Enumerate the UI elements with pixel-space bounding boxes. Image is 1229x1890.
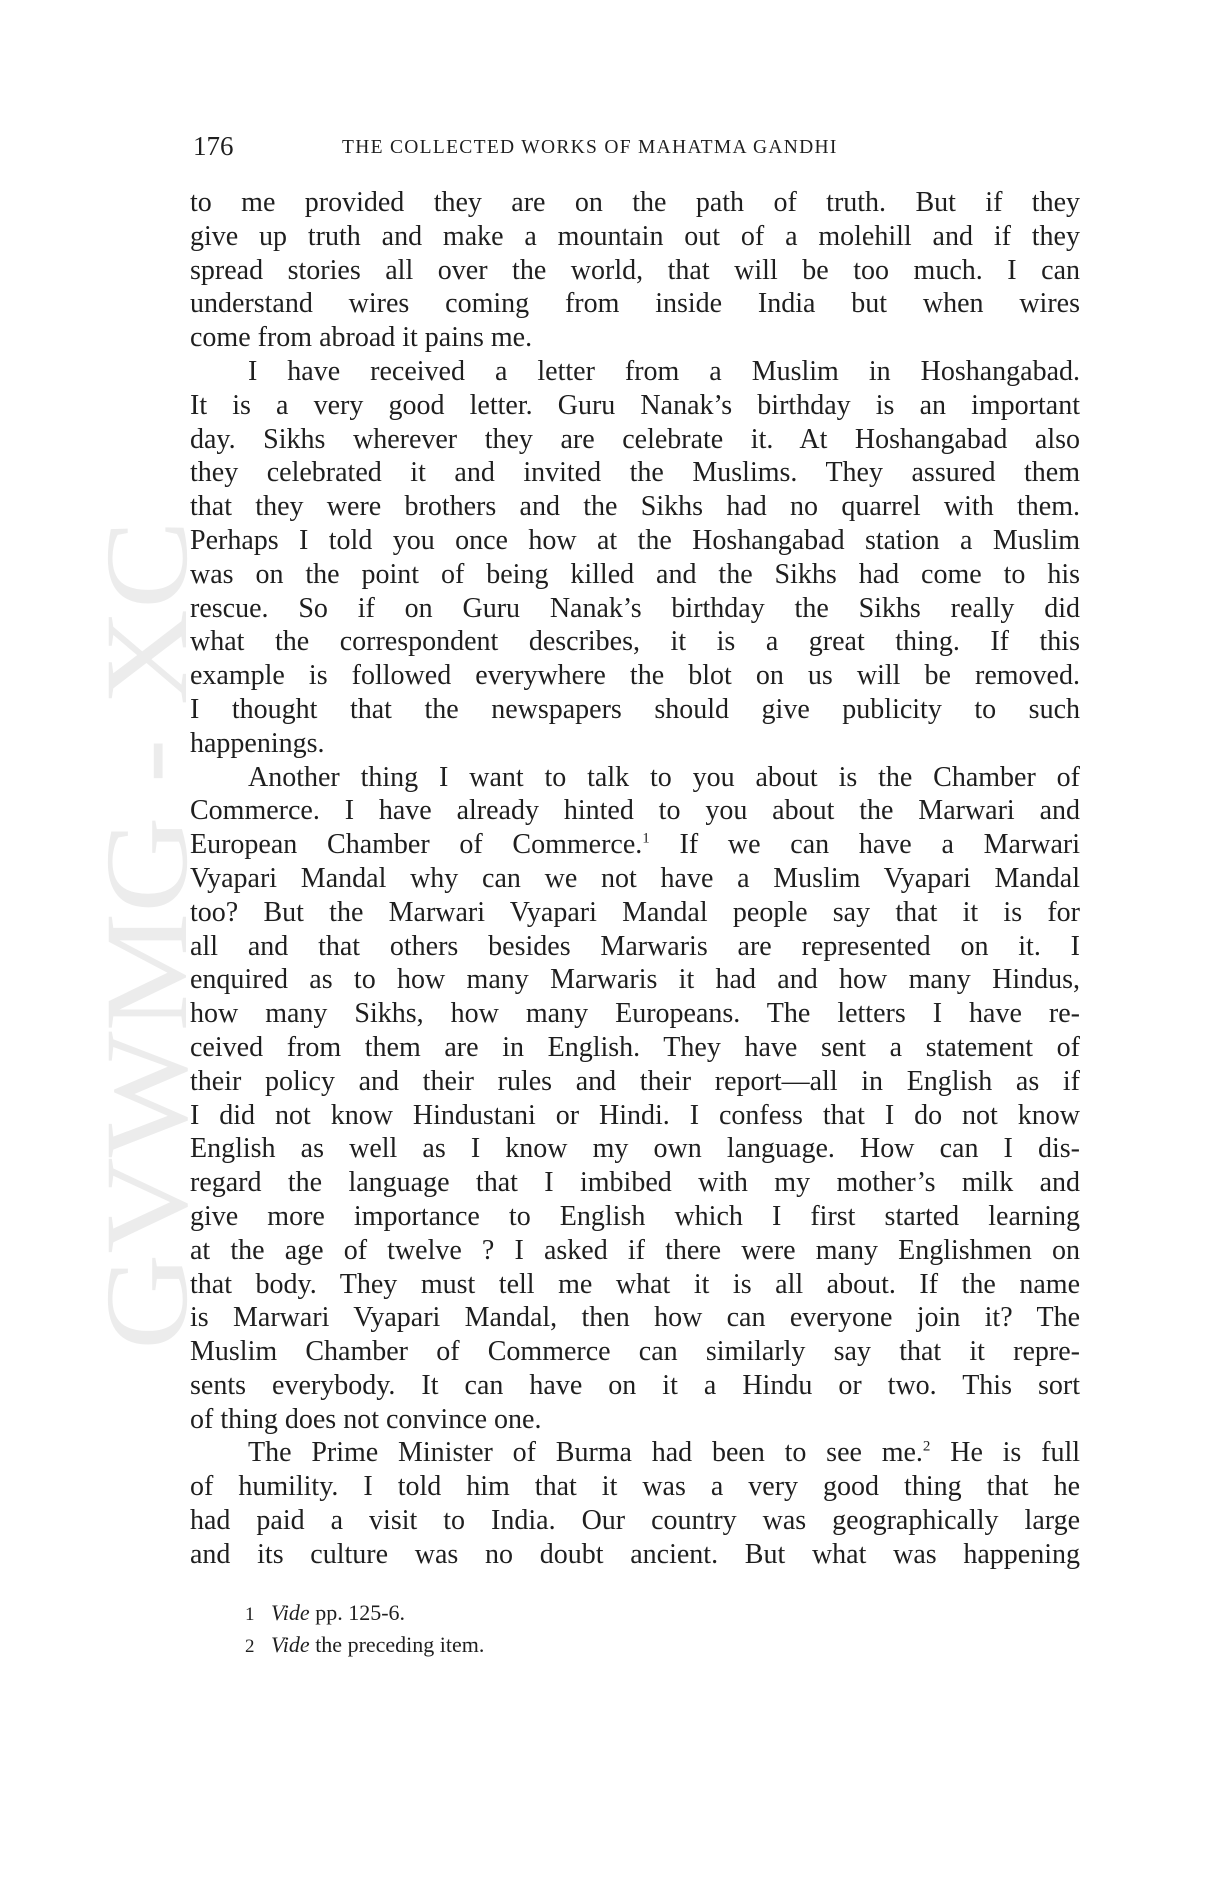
text-line: is Marwari Vyapari Mandal, then how can everyone join it? The bbox=[190, 1302, 1080, 1334]
footnote-number: 1 bbox=[245, 1603, 255, 1625]
text-line: that they were brothers and the Sikhs had no quarrel with them. bbox=[190, 491, 1080, 523]
text-line: what the correspondent describes, it is a great thing. If this bbox=[190, 626, 1080, 658]
text-line: too? But the Marwari Vyapari Mandal people say that it is for bbox=[190, 896, 1080, 928]
watermark-text: GVWMG - XC bbox=[81, 615, 212, 1350]
text-line: enquired as to how many Marwaris it had and how many Hindus, bbox=[190, 964, 1080, 996]
text-line: all and that others besides Marwaris are represented on it. I bbox=[190, 930, 1080, 962]
text-line: they celebrated it and invited the Muslims. They assured them bbox=[190, 457, 1080, 489]
text-line: and its culture was no doubt ancient. But what was happening bbox=[190, 1538, 1080, 1570]
text-segment: The Prime Minister of Burma had been to see me. bbox=[248, 1437, 923, 1469]
text-line: give up truth and make a mountain out of a molehill and if they bbox=[190, 220, 1080, 252]
footnote-vide: Vide bbox=[271, 1631, 310, 1657]
text-line: Another thing I want to talk to you about is the Chamber of bbox=[248, 761, 1080, 793]
text-line: sents everybody. It can have on it a Hindu or two. This sort bbox=[190, 1369, 1080, 1401]
text-line: I thought that the newspapers should give publicity to such bbox=[190, 693, 1080, 725]
text-line: example is followed everywhere the blot on us will be removed. bbox=[190, 660, 1080, 692]
footnotes bbox=[190, 1598, 1080, 1662]
book-title: THE COLLECTED WORKS OF MAHATMA GANDHI bbox=[342, 137, 838, 158]
footnote-number: 2 bbox=[245, 1635, 255, 1657]
text-line bbox=[190, 1436, 1080, 1470]
page-number: 176 bbox=[193, 131, 234, 161]
page bbox=[190, 128, 1080, 1662]
text-line: Vyapari Mandal why can we not have a Muslim Vyapari Mandal bbox=[190, 862, 1080, 894]
text-line: Muslim Chamber of Commerce can similarly say that it repre- bbox=[190, 1336, 1080, 1368]
text-line: of humility. I told him that it was a very good thing that he bbox=[190, 1471, 1080, 1503]
text-line: come from abroad it pains me. bbox=[190, 322, 533, 354]
body-text bbox=[190, 186, 1080, 1572]
footnote-2 bbox=[245, 1630, 1080, 1662]
footnote-text: pp. 125-6. bbox=[315, 1599, 406, 1625]
text-line: how many Sikhs, how many Europeans. The letters I have re- bbox=[190, 998, 1080, 1030]
text-line: rescue. So if on Guru Nanak’s birthday the Sikhs really did bbox=[190, 592, 1080, 624]
watermark bbox=[81, 520, 212, 1350]
text-segment: European Chamber of Commerce. bbox=[190, 829, 643, 861]
text-line: had paid a visit to India. Our country was geographically large bbox=[190, 1505, 1080, 1537]
footnote-ref-1: 1 bbox=[642, 830, 650, 847]
text-line: It is a very good letter. Guru Nanak’s birthday is an important bbox=[190, 389, 1080, 421]
text-line: regard the language that I imbibed with my mother’s milk and bbox=[190, 1167, 1080, 1199]
running-head bbox=[190, 128, 1080, 164]
text-line bbox=[190, 828, 1080, 862]
text-line: understand wires coming from inside India but when wires bbox=[190, 288, 1080, 320]
text-segment: He is full bbox=[950, 1437, 1080, 1469]
text-line: day. Sikhs wherever they are celebrate it. At Hoshangabad also bbox=[190, 423, 1080, 455]
footnote-ref-2: 2 bbox=[922, 1439, 931, 1456]
text-line: at the age of twelve ? I asked if there were many Englishmen on bbox=[190, 1234, 1080, 1266]
text-line: of thing does not convince one. bbox=[190, 1403, 542, 1435]
text-line: happenings. bbox=[190, 727, 325, 759]
footnote-text: the preceding item. bbox=[315, 1631, 485, 1657]
text-line: to me provided they are on the path of truth. But if they bbox=[190, 187, 1080, 218]
text-line: their policy and their rules and their report—all in English as if bbox=[190, 1065, 1080, 1097]
text-line: give more importance to English which I first started learning bbox=[190, 1200, 1080, 1232]
footnote-1 bbox=[245, 1598, 1080, 1630]
text-line: that body. They must tell me what it is all about. If the name bbox=[190, 1268, 1080, 1300]
text-line: Commerce. I have already hinted to you about the Marwari and bbox=[190, 795, 1080, 827]
text-line: spread stories all over the world, that will be too much. I can bbox=[190, 254, 1080, 286]
text-line: was on the point of being killed and the Sikhs had come to his bbox=[190, 558, 1080, 590]
text-line: English as well as I know my own language. How can I dis- bbox=[190, 1133, 1080, 1165]
text-line: ceived from them are in English. They have sent a statement of bbox=[190, 1031, 1080, 1063]
text-line: Perhaps I told you once how at the Hoshangabad station a Muslim bbox=[190, 524, 1080, 556]
text-segment: If we can have a Marwari bbox=[679, 829, 1080, 861]
text-line: I did not know Hindustani or Hindi. I confess that I do not know bbox=[190, 1099, 1080, 1131]
footnote-vide: Vide bbox=[271, 1599, 310, 1625]
text-line: I have received a letter from a Muslim in Hoshangabad. bbox=[248, 355, 1080, 387]
